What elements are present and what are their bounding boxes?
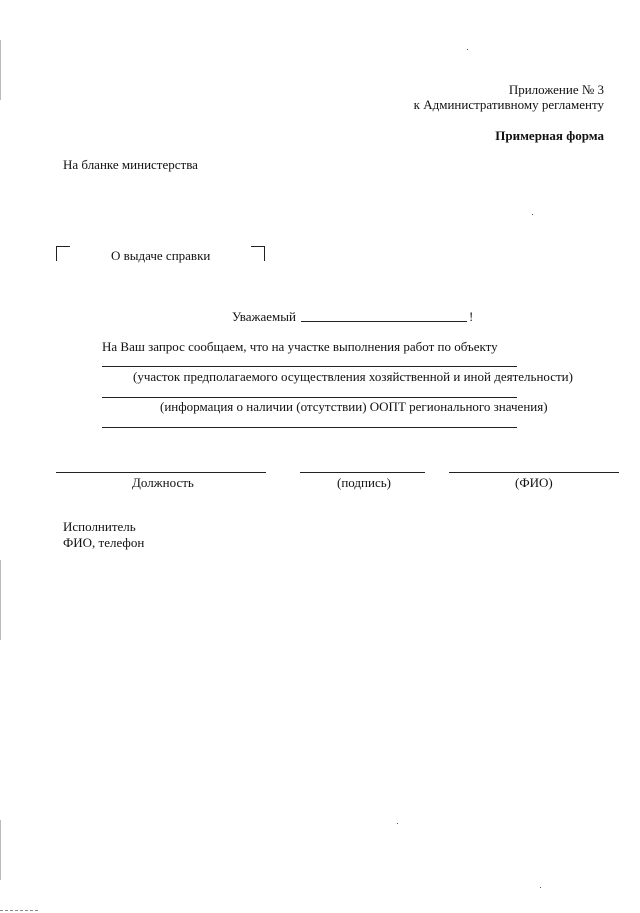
scan-speck — [540, 887, 541, 888]
ooopt-info-caption: (информация о наличии (отсутствии) ООПТ регионального значения) — [160, 399, 548, 414]
subject-bracket-left — [56, 246, 70, 261]
signature-label: (подпись) — [337, 475, 391, 490]
request-response-text: На Ваш запрос сообщаем, что на участке выполнения работ по объекту — [102, 339, 498, 354]
scan-speck — [397, 823, 398, 824]
scan-bottom-mark — [0, 910, 38, 911]
full-name-line — [449, 472, 619, 473]
subject-title: О выдаче справки — [111, 248, 211, 263]
activity-site-line — [102, 366, 517, 367]
sample-form-label: Примерная форма — [495, 128, 604, 143]
full-name-label: (ФИО) — [515, 475, 553, 490]
scan-edge-mark — [0, 560, 1, 640]
regulation-reference: к Административному регламенту — [413, 97, 604, 112]
letterhead-note: На бланке министерства — [63, 157, 198, 172]
scan-speck — [467, 49, 468, 50]
scan-speck — [532, 214, 533, 215]
scan-edge-mark — [0, 40, 1, 100]
ooopt-info-line — [102, 397, 517, 398]
salutation-prefix: Уважаемый — [232, 309, 296, 324]
additional-info-line — [102, 427, 517, 428]
salutation-exclamation: ! — [469, 309, 474, 324]
appendix-number: Приложение № 3 — [508, 82, 604, 97]
activity-site-caption: (участок предполагаемого осуществления хозяйственной и иной деятельности) — [133, 369, 573, 384]
scan-edge-mark — [0, 820, 1, 880]
position-line — [56, 472, 266, 473]
signature-line — [300, 472, 425, 473]
addressee-name-line — [301, 321, 467, 322]
executor-title: Исполнитель — [63, 519, 136, 534]
executor-details: ФИО, телефон — [63, 535, 145, 550]
position-label: Должность — [132, 475, 194, 490]
subject-bracket-right — [251, 246, 265, 261]
